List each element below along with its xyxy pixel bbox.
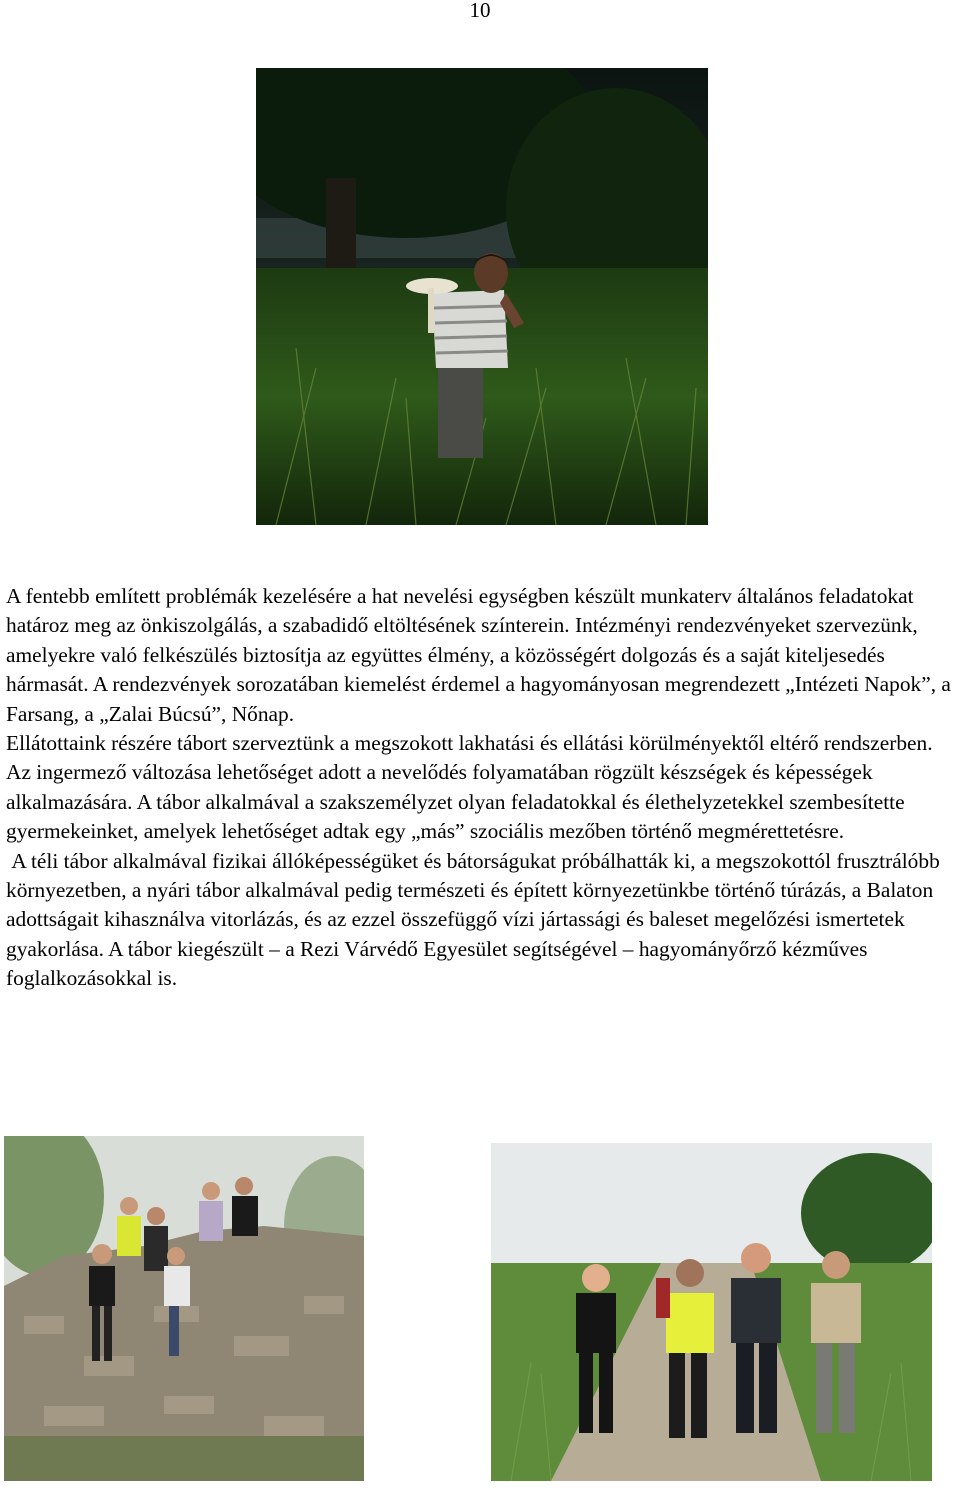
hiking-path-group-photo (491, 1143, 932, 1481)
paragraph-2: Ellátottaink részére tábort szerveztünk a megszokott lakhatási és ellátási körülményektől eltérő rendszerben. Az ingermező változása lehetőséget adott a nevelődés folyamatában rögzült készségek és képességek alkalmazására. A tábor alkalmával a szakszemélyzet olyan feladatokkal és élethelyzetekkel szembesítette gyermekeinket, amelyek lehetőséget adtak egy „más” szociális mezőben történő megmérettetésre. (6, 731, 933, 844)
page-number: 10 (469, 0, 491, 22)
paragraph-3: A téli tábor alkalmával fizikai állóképességüket és bátorságukat próbálhatták ki, a megszokottól frusztrálóbb környezetben, a nyári tábor alkalmával pedig természeti és épített környezetünkbe történő túrázás, a Balaton adottságait kihasználva vitorlázás, és az ezzel összefüggő vízi jártassági és baleset megelőzési ismertetek gyakorlása. A tábor kiegészült – a Rezi Várvédő Egyesület segítségével – hagyományőrző kézműves foglalkozásokkal is. (6, 848, 946, 991)
body-text (6, 582, 956, 994)
night-meadow-photo (256, 68, 708, 525)
castle-wall-group-photo (4, 1136, 364, 1481)
paragraph-1: A fentebb említett problémák kezelésére a hat nevelési egységben készült munkaterv általános feladatokat határoz meg az önkiszolgálás, a szabadidő eltöltésének színterein. Intézményi rendezvényeket szervezünk, amelyekre való felkészülés biztosítja az együttes élmény, a közösségért dolgozás és a saját kiteljesedés hármasát. A rendezvények sorozatában kiemelést érdemel a hagyományosan megrendezett „Intézeti Napok”, a Farsang, a „Zalai Búcsú”, Nőnap. (6, 584, 951, 726)
